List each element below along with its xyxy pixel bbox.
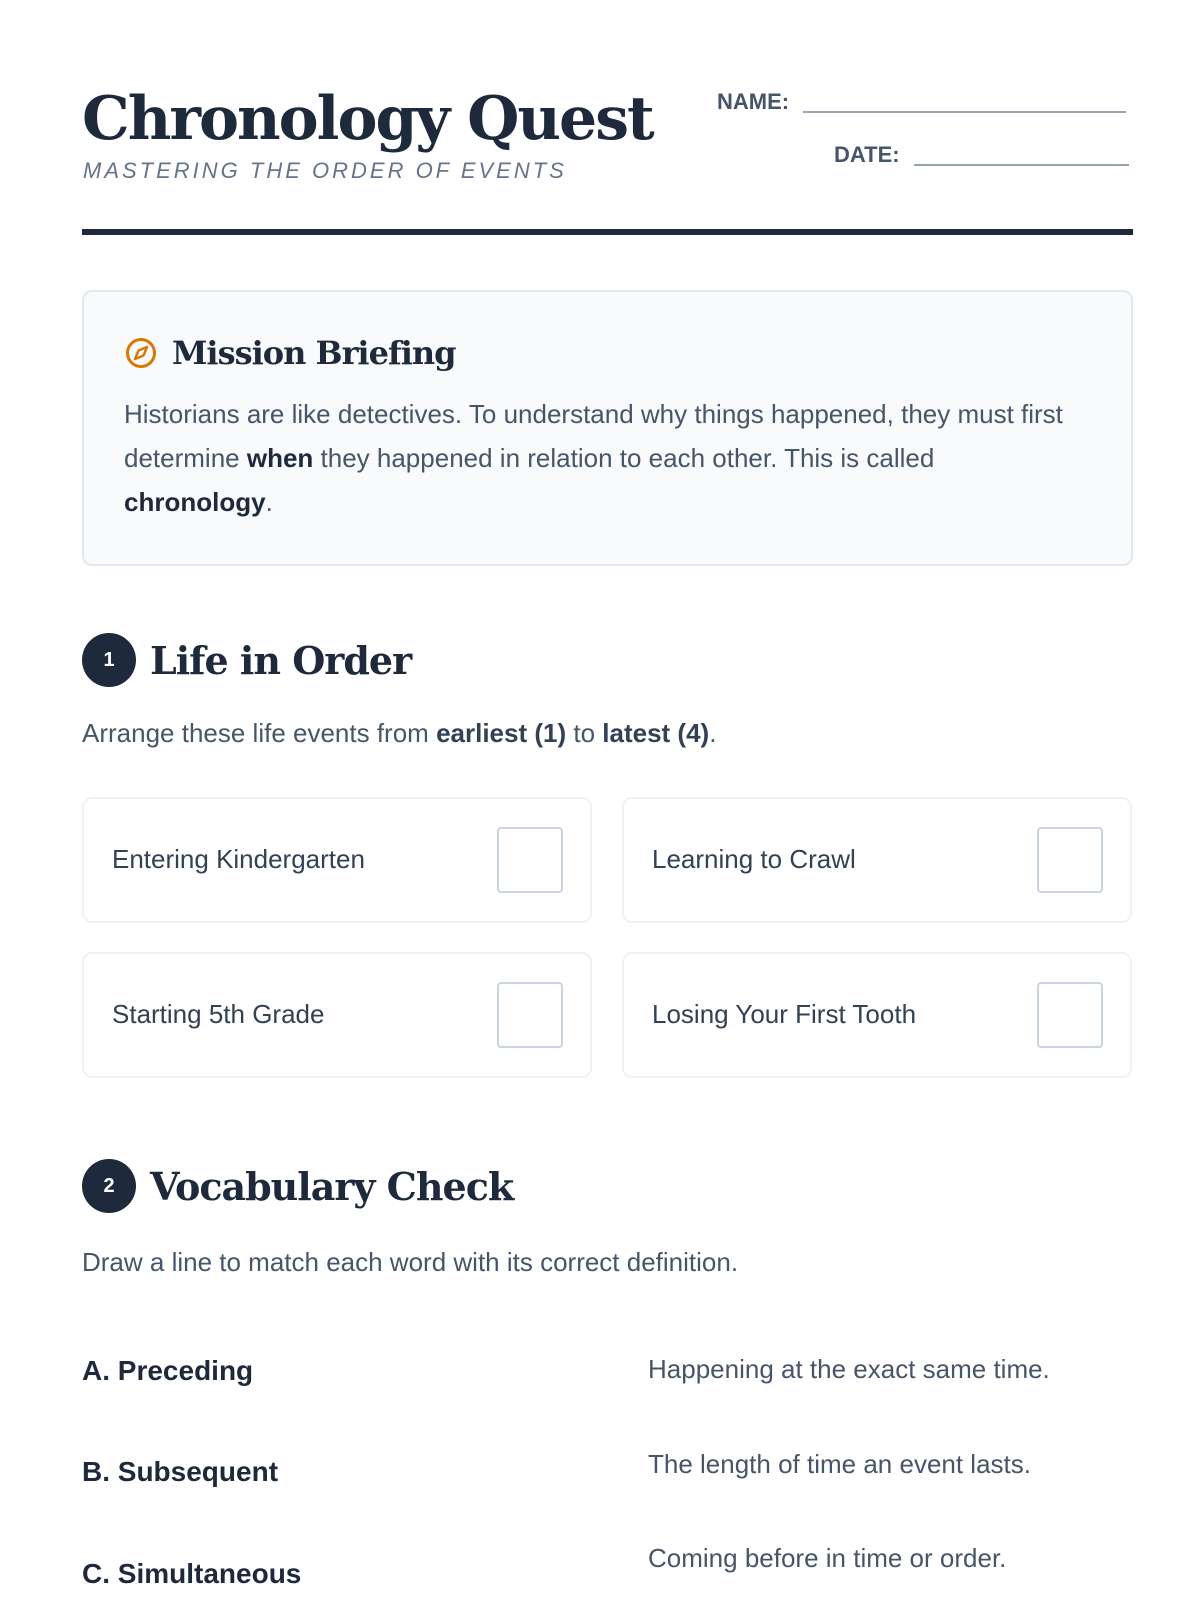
event-card [622, 797, 1132, 923]
vocab-definition[interactable]: Happening at the exact same time. [648, 1354, 1050, 1384]
order-answer-box[interactable] [497, 982, 563, 1048]
event-label: Losing Your First Tooth [652, 999, 917, 1029]
vocab-term[interactable]: A. Preceding [82, 1355, 254, 1386]
page-title: Chronology Quest [82, 84, 653, 154]
date-input-line[interactable] [914, 142, 1129, 166]
section-title: Life in Order [150, 637, 412, 683]
event-label: Learning to Crawl [652, 844, 856, 874]
briefing-text: Historians are like detectives. To understand why things happened, they must first determine when they happened in relation to each other. This is called chronology. [124, 399, 1063, 517]
briefing-title: Mission Briefing [172, 334, 456, 372]
order-answer-box[interactable] [1037, 982, 1103, 1048]
mission-briefing-box [82, 290, 1133, 566]
event-label: Starting 5th Grade [112, 999, 325, 1029]
vocab-definition[interactable]: Coming before in time or order. [648, 1543, 1007, 1573]
compass-icon [124, 336, 158, 370]
event-label: Entering Kindergarten [112, 844, 365, 874]
page-subtitle: MASTERING THE ORDER OF EVENTS [83, 158, 567, 183]
section-title: Vocabulary Check [150, 1163, 514, 1209]
emphasis-when: when [246, 443, 314, 473]
worksheet-header [82, 80, 1133, 236]
vocab-definition[interactable]: The length of time an event lasts. [648, 1449, 1031, 1479]
section-number-badge: 2 [82, 1159, 136, 1213]
event-card [82, 952, 592, 1078]
name-label: NAME: [717, 89, 790, 114]
name-field [717, 89, 1126, 113]
order-answer-box[interactable] [497, 827, 563, 893]
section-number-badge: 1 [82, 633, 136, 687]
section-2-instruction: Draw a line to match each word with its correct definition. [82, 1247, 739, 1277]
date-label: DATE: [834, 142, 900, 167]
emphasis-chronology: chronology [124, 487, 266, 517]
section-2-heading [82, 1159, 513, 1213]
briefing-header [124, 334, 456, 372]
header-divider [82, 229, 1133, 235]
section-1-instruction: Arrange these life events from earliest (1) to latest (4). [82, 718, 717, 748]
section-1-heading [82, 633, 411, 687]
vocab-term[interactable]: C. Simultaneous [82, 1558, 302, 1589]
name-input-line[interactable] [803, 89, 1126, 113]
date-field [834, 142, 1129, 166]
event-card [622, 952, 1132, 1078]
event-card [82, 797, 592, 923]
order-answer-box[interactable] [1037, 827, 1103, 893]
vocab-term[interactable]: B. Subsequent [82, 1456, 279, 1487]
